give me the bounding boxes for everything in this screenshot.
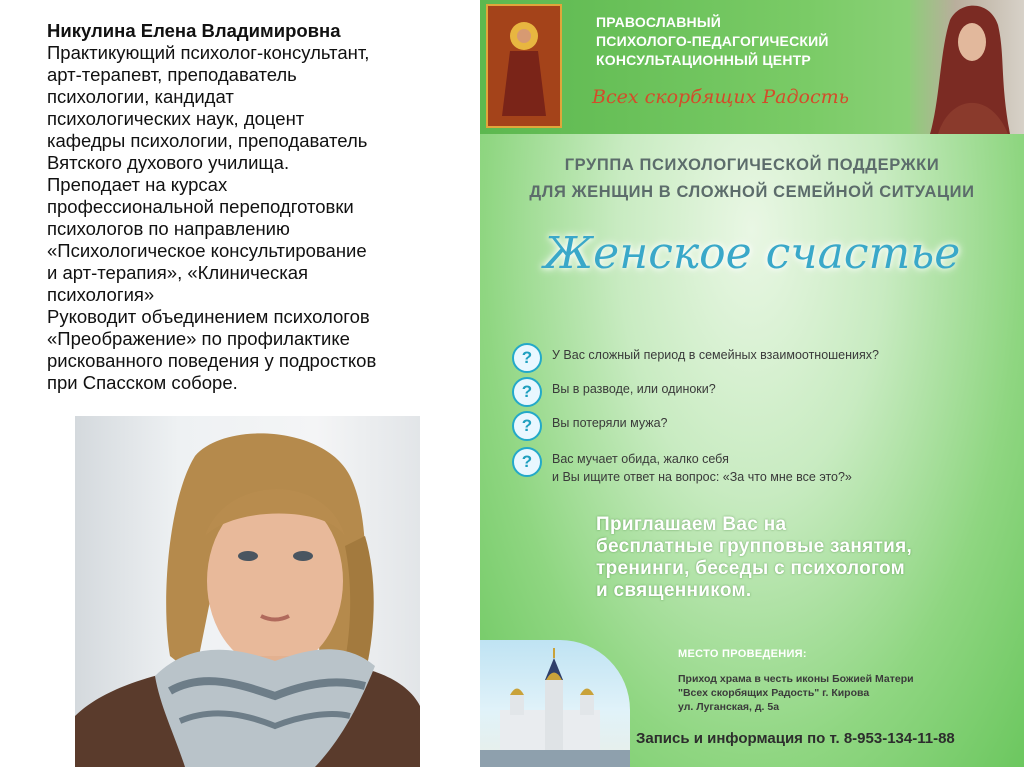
contact-phone: Запись и информация по т. 8-953-134-11-88 [636,730,955,747]
venue-heading: МЕСТО ПРОВЕДЕНИЯ: [678,648,807,660]
question-text [552,380,716,398]
portrait-illustration [75,416,420,767]
bio-line: психологов по направлению [47,218,290,239]
bio-line: кафедры психологии, преподаватель [47,130,368,151]
praying-woman-image [910,0,1024,134]
orthodox-icon-image [486,4,562,128]
org-name-line: ПРАВОСЛАВНЫЙ [596,14,722,30]
question-icon: ? [512,377,542,407]
bio-line: психологических наук, доцент [47,108,305,129]
icon-artwork [488,6,560,126]
event-poster [480,0,1024,767]
question-text [552,346,879,364]
invitation-line: и священником. [596,580,752,601]
question-line: Вы в разводе, или одиноки? [552,382,716,396]
invitation-text [596,514,912,602]
bio-line: Преподает на курсах [47,174,228,195]
venue-line: ул. Луганская, д. 5а [678,701,780,713]
question-text [552,450,852,486]
org-name-line: ПСИХОЛОГО-ПЕДАГОГИЧЕСКИЙ [596,33,829,49]
bio-line: при Спасском соборе. [47,372,238,393]
portrait-photo [75,416,420,767]
bio-line: профессиональной переподготовки [47,196,354,217]
question-icon: ? [512,411,542,441]
bio-line: Руководит объединением психологов [47,306,370,327]
question-icon: ? [512,343,542,373]
speaker-bio [47,20,467,394]
group-title-line: ГРУППА ПСИХОЛОГИЧЕСКОЙ ПОДДЕРЖКИ [564,156,940,174]
bio-line: «Преображение» по профилактике [47,328,350,349]
invitation-line: бесплатные групповые занятия, [596,536,913,557]
bio-line: и арт-терапия», «Клиническая [47,262,309,283]
bio-line: «Психологическое консультирование [47,240,367,261]
question-line: У Вас сложный период в семейных взаимоотношениях? [552,348,879,362]
question-line: Вы потеряли мужа? [552,416,668,430]
poster-header [480,0,1024,134]
bio-line: Практикующий психолог-консультант, [47,42,370,63]
question-line: и Вы ищите ответ на вопрос: «За что мне все это?» [552,470,852,484]
invitation-line: Приглашаем Вас на [596,514,787,535]
venue-line: Приход храма в честь иконы Божией Матери [678,673,914,685]
org-script-title: Всех скорбящих Радость [592,86,849,108]
venue-address [678,672,914,714]
woman-illustration [910,0,1024,134]
bio-line: Вятского духового училища. [47,152,290,173]
invitation-line: тренинги, беседы с психологом [596,558,906,579]
question-text [552,414,668,432]
bio-line: психологии, кандидат [47,86,234,107]
bio-line: арт-терапевт, преподаватель [47,64,297,85]
venue-line: "Всех скорбящих Радость" г. Кирова [678,687,870,699]
org-name [596,13,829,70]
bio-line: психология» [47,284,155,305]
church-illustration [480,640,630,767]
group-title [480,152,1024,206]
question-line: Вас мучает обида, жалко себя [552,452,729,466]
script-title: Женское счастье [543,228,961,279]
church-image [480,640,630,767]
question-icon: ? [512,447,542,477]
speaker-name: Никулина Елена Владимировна [47,20,341,41]
group-title-line: ДЛЯ ЖЕНЩИН В СЛОЖНОЙ СЕМЕЙНОЙ СИТУАЦИИ [529,183,975,201]
bio-line: рискованного поведения у подростков [47,350,377,371]
org-name-line: КОНСУЛЬТАЦИОННЫЙ ЦЕНТР [596,52,811,68]
